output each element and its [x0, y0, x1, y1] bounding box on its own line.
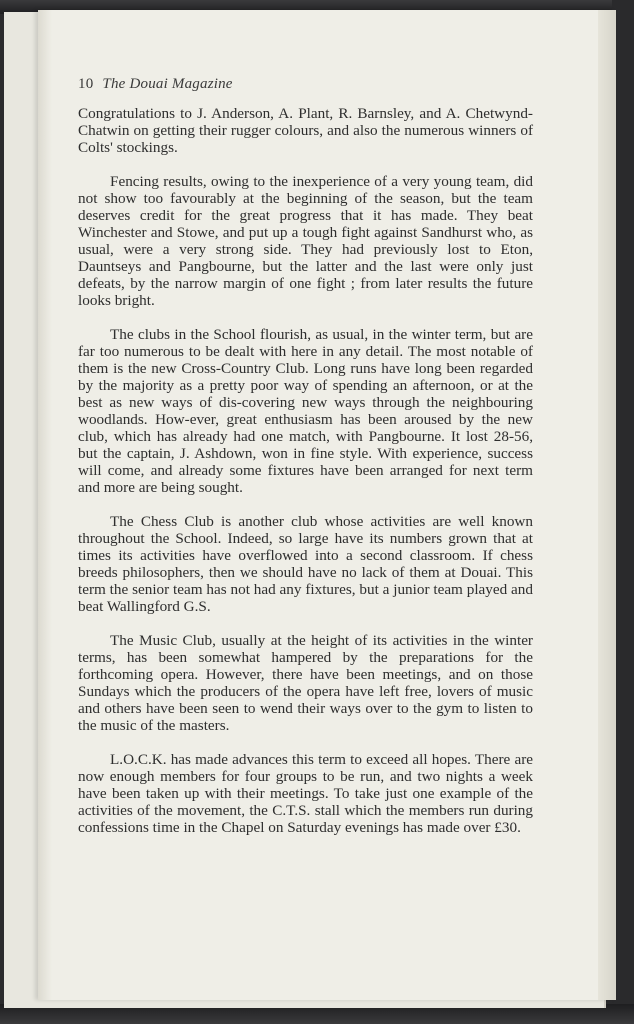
running-head	[78, 76, 233, 93]
paragraph-chess-club: The Chess Club is another club whose activities are well known throughout the School. Indeed, so large have its numbers grown that at times its activities have overflowed into a second classroom. If chess breeds philosophers, then we should have no lack of them at Douai. This term the senior team has not had any fixtures, but a junior team played and beat Wallingford G.S.	[78, 513, 533, 615]
page-number: 10	[78, 76, 94, 92]
page-edge	[598, 10, 616, 1000]
page-gutter	[38, 10, 52, 1000]
paragraph-clubs: The clubs in the School flourish, as usual, in the winter term, but are far too numerous to be dealt with here in any detail. The most notable of them is the new Cross-Country Club. Long runs have long been regarded by the majority as a pretty poor way of spending an afternoon, or at the best as new ways of dis-covering new ways through the neighbouring woodlands. How-ever, great enthusiasm has been aroused by the new club, which has already had one match, with Pangbourne. It lost 28-56, but the captain, J. Ashdown, won in fine style. With experience, success will come, and already some fixtures have been arranged for next term and more are being sought.	[78, 326, 533, 496]
paragraph-lock: L.O.C.K. has made advances this term to exceed all hopes. There are now enough members for four groups to be run, and two nights a week have been taken up with their meetings. To take just one example of the activities of the movement, the C.T.S. stall which the members run during confessions time in the Chapel on Saturday evenings has made over £30.	[78, 751, 533, 836]
article-body	[78, 105, 533, 836]
paragraph-fencing: Fencing results, owing to the inexperience of a very young team, did not show too favourably at the beginning of the season, but the team deserves credit for the great progress that it has made. They beat Winchester and Stowe, and put up a tough fight against Sandhurst who, as usual, were a very strong side. They had previously lost to Eton, Dauntseys and Pangbourne, but the latter and the last were only just defeats, by the narrow margin of one fight ; from later results the future looks bright.	[78, 173, 533, 309]
magazine-title: The Douai Magazine	[102, 76, 233, 92]
paragraph-music-club: The Music Club, usually at the height of its activities in the winter terms, has been somewhat hampered by the preparations for the forthcoming opera. However, there have been meetings, and on those Sundays which the producers of the opera have left free, lovers of music and others have been seen to wend their ways over to the gym to listen to the music of the masters.	[78, 632, 533, 734]
paragraph-congratulations: Congratulations to J. Anderson, A. Plant, R. Barnsley, and A. Chetwynd-Chatwin on getting their rugger colours, and also the numerous winners of Colts' stockings.	[78, 105, 533, 156]
